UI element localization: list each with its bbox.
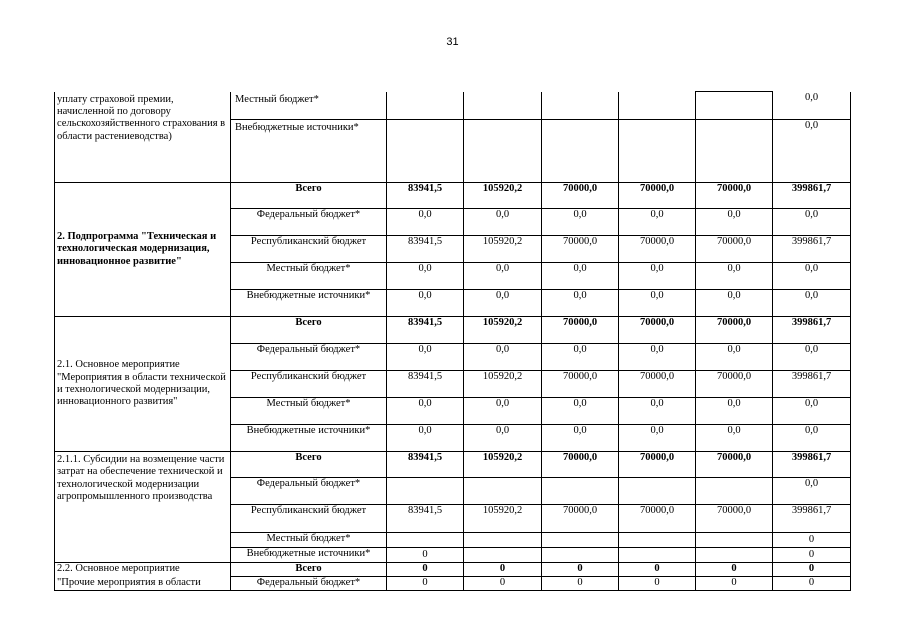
value-cell: 0	[464, 563, 542, 577]
table-row	[55, 563, 851, 577]
total-label-cell: Всего	[231, 452, 387, 478]
funding-source-cell: Внебюджетные источники*	[231, 290, 387, 317]
value-cell	[696, 548, 773, 563]
table-row	[55, 317, 851, 344]
value-cell: 70000,0	[619, 236, 696, 263]
value-cell: 0,0	[696, 398, 773, 425]
value-cell: 70000,0	[696, 236, 773, 263]
value-cell: 399861,7	[773, 236, 851, 263]
value-cell: 83941,5	[387, 505, 464, 533]
value-cell: 70000,0	[696, 183, 773, 209]
value-cell: 0,0	[773, 290, 851, 317]
value-cell: 0	[619, 563, 696, 577]
measure-name-cell: 2.1.1. Субсидии на возмещение части затрат на обеспечение технической и технологической модернизации агропромышленного производства	[55, 452, 231, 563]
funding-source-cell: Внебюджетные источники*	[231, 425, 387, 452]
value-cell: 0,0	[542, 209, 619, 236]
value-cell: 0	[773, 533, 851, 548]
measure-name-cell: 2.1. Основное мероприятие "Мероприятия в области технической и технологической модернизации, инновационного развития"	[55, 317, 231, 452]
value-cell: 70000,0	[542, 317, 619, 344]
measure-name-cell: уплату страховой премии, начисленной по договору сельскохозяйственного страхования в области растениеводства)	[55, 92, 231, 183]
value-cell: 0,0	[696, 290, 773, 317]
value-cell: 70000,0	[542, 236, 619, 263]
funding-source-cell: Внебюджетные источники*	[231, 120, 387, 183]
total-label-cell: Всего	[231, 183, 387, 209]
total-label-cell: Всего	[231, 563, 387, 577]
value-cell	[542, 120, 619, 183]
value-cell	[696, 478, 773, 505]
value-cell	[464, 92, 542, 120]
value-cell	[696, 120, 773, 183]
value-cell: 0,0	[542, 263, 619, 290]
value-cell: 70000,0	[619, 452, 696, 478]
value-cell: 0	[773, 563, 851, 577]
measure-name-cell: 2.2. Основное мероприятие	[55, 563, 231, 577]
funding-source-cell: Республиканский бюджет	[231, 236, 387, 263]
value-cell	[387, 478, 464, 505]
value-cell	[542, 533, 619, 548]
value-cell: 0,0	[387, 398, 464, 425]
value-cell: 70000,0	[542, 371, 619, 398]
value-cell: 0	[696, 577, 773, 591]
value-cell: 70000,0	[542, 183, 619, 209]
value-cell: 70000,0	[619, 183, 696, 209]
table-row	[55, 452, 851, 478]
value-cell: 0	[619, 577, 696, 591]
value-cell: 399861,7	[773, 371, 851, 398]
value-cell: 0	[696, 563, 773, 577]
value-cell: 0,0	[619, 263, 696, 290]
value-cell	[696, 533, 773, 548]
value-cell	[387, 92, 464, 120]
value-cell	[464, 120, 542, 183]
value-cell: 70000,0	[696, 452, 773, 478]
value-cell: 70000,0	[696, 317, 773, 344]
value-cell: 0	[387, 548, 464, 563]
value-cell	[387, 120, 464, 183]
funding-source-cell: Местный бюджет*	[231, 533, 387, 548]
table-row	[55, 577, 851, 591]
value-cell: 0	[542, 563, 619, 577]
value-cell: 105920,2	[464, 371, 542, 398]
value-cell: 0,0	[464, 263, 542, 290]
table-row	[55, 92, 851, 120]
value-cell: 0	[773, 548, 851, 563]
value-cell: 83941,5	[387, 183, 464, 209]
table-row	[55, 183, 851, 209]
value-cell: 0	[464, 577, 542, 591]
value-cell	[619, 92, 696, 120]
value-cell: 0,0	[619, 344, 696, 371]
funding-source-cell: Внебюджетные источники*	[231, 548, 387, 563]
value-cell: 0,0	[464, 398, 542, 425]
funding-source-cell: Местный бюджет*	[231, 263, 387, 290]
value-cell: 0	[387, 577, 464, 591]
value-cell: 0,0	[464, 290, 542, 317]
value-cell: 0,0	[696, 209, 773, 236]
value-cell: 0,0	[696, 263, 773, 290]
value-cell: 0,0	[696, 344, 773, 371]
value-cell: 0,0	[619, 398, 696, 425]
value-cell: 0,0	[542, 344, 619, 371]
value-cell: 0	[773, 577, 851, 591]
value-cell	[696, 92, 773, 120]
subprogram-name-cell: 2. Подпрограмма "Техническая и технологическая модернизация, инновационное развитие"	[55, 183, 231, 317]
value-cell	[542, 548, 619, 563]
value-cell: 0,0	[773, 92, 851, 120]
value-cell	[464, 533, 542, 548]
value-cell: 0,0	[773, 398, 851, 425]
value-cell: 105920,2	[464, 452, 542, 478]
value-cell: 0,0	[387, 263, 464, 290]
value-cell: 0,0	[542, 398, 619, 425]
value-cell: 0,0	[542, 425, 619, 452]
value-cell: 105920,2	[464, 183, 542, 209]
value-cell: 0	[542, 577, 619, 591]
value-cell: 0,0	[773, 344, 851, 371]
value-cell	[542, 92, 619, 120]
value-cell	[542, 478, 619, 505]
value-cell: 0,0	[696, 425, 773, 452]
funding-source-cell: Федеральный бюджет*	[231, 478, 387, 505]
value-cell: 0,0	[619, 209, 696, 236]
value-cell: 70000,0	[619, 317, 696, 344]
value-cell: 0,0	[773, 120, 851, 183]
value-cell: 0,0	[619, 425, 696, 452]
value-cell: 399861,7	[773, 183, 851, 209]
value-cell	[619, 548, 696, 563]
value-cell: 83941,5	[387, 452, 464, 478]
value-cell: 70000,0	[696, 505, 773, 533]
value-cell	[387, 533, 464, 548]
value-cell: 105920,2	[464, 505, 542, 533]
value-cell: 83941,5	[387, 317, 464, 344]
value-cell: 399861,7	[773, 505, 851, 533]
value-cell: 70000,0	[619, 371, 696, 398]
value-cell: 399861,7	[773, 452, 851, 478]
value-cell	[464, 548, 542, 563]
value-cell: 0,0	[387, 344, 464, 371]
value-cell: 70000,0	[619, 505, 696, 533]
value-cell: 0,0	[773, 263, 851, 290]
value-cell: 70000,0	[542, 452, 619, 478]
funding-source-cell: Федеральный бюджет*	[231, 577, 387, 591]
value-cell: 0,0	[773, 478, 851, 505]
funding-source-cell: Республиканский бюджет	[231, 371, 387, 398]
value-cell: 0,0	[542, 290, 619, 317]
value-cell: 0,0	[773, 209, 851, 236]
value-cell	[619, 533, 696, 548]
value-cell: 0,0	[387, 290, 464, 317]
value-cell: 0,0	[464, 425, 542, 452]
value-cell	[619, 120, 696, 183]
funding-source-cell: Местный бюджет*	[231, 92, 387, 120]
value-cell: 83941,5	[387, 371, 464, 398]
value-cell: 0,0	[464, 209, 542, 236]
value-cell: 83941,5	[387, 236, 464, 263]
value-cell: 0,0	[773, 425, 851, 452]
value-cell: 0,0	[387, 209, 464, 236]
funding-source-cell: Местный бюджет*	[231, 398, 387, 425]
value-cell: 105920,2	[464, 317, 542, 344]
value-cell	[464, 478, 542, 505]
value-cell: 105920,2	[464, 236, 542, 263]
total-label-cell: Всего	[231, 317, 387, 344]
value-cell: 0,0	[464, 344, 542, 371]
funding-source-cell: Федеральный бюджет*	[231, 209, 387, 236]
value-cell: 0	[387, 563, 464, 577]
value-cell: 399861,7	[773, 317, 851, 344]
value-cell: 0,0	[619, 290, 696, 317]
funding-source-cell: Республиканский бюджет	[231, 505, 387, 533]
measure-name-cell: "Прочие мероприятия в области	[55, 577, 231, 591]
value-cell: 70000,0	[696, 371, 773, 398]
funding-source-cell: Федеральный бюджет*	[231, 344, 387, 371]
page-number: 31	[446, 36, 459, 48]
value-cell: 70000,0	[542, 505, 619, 533]
budget-table	[54, 91, 851, 591]
value-cell: 0,0	[387, 425, 464, 452]
value-cell	[619, 478, 696, 505]
